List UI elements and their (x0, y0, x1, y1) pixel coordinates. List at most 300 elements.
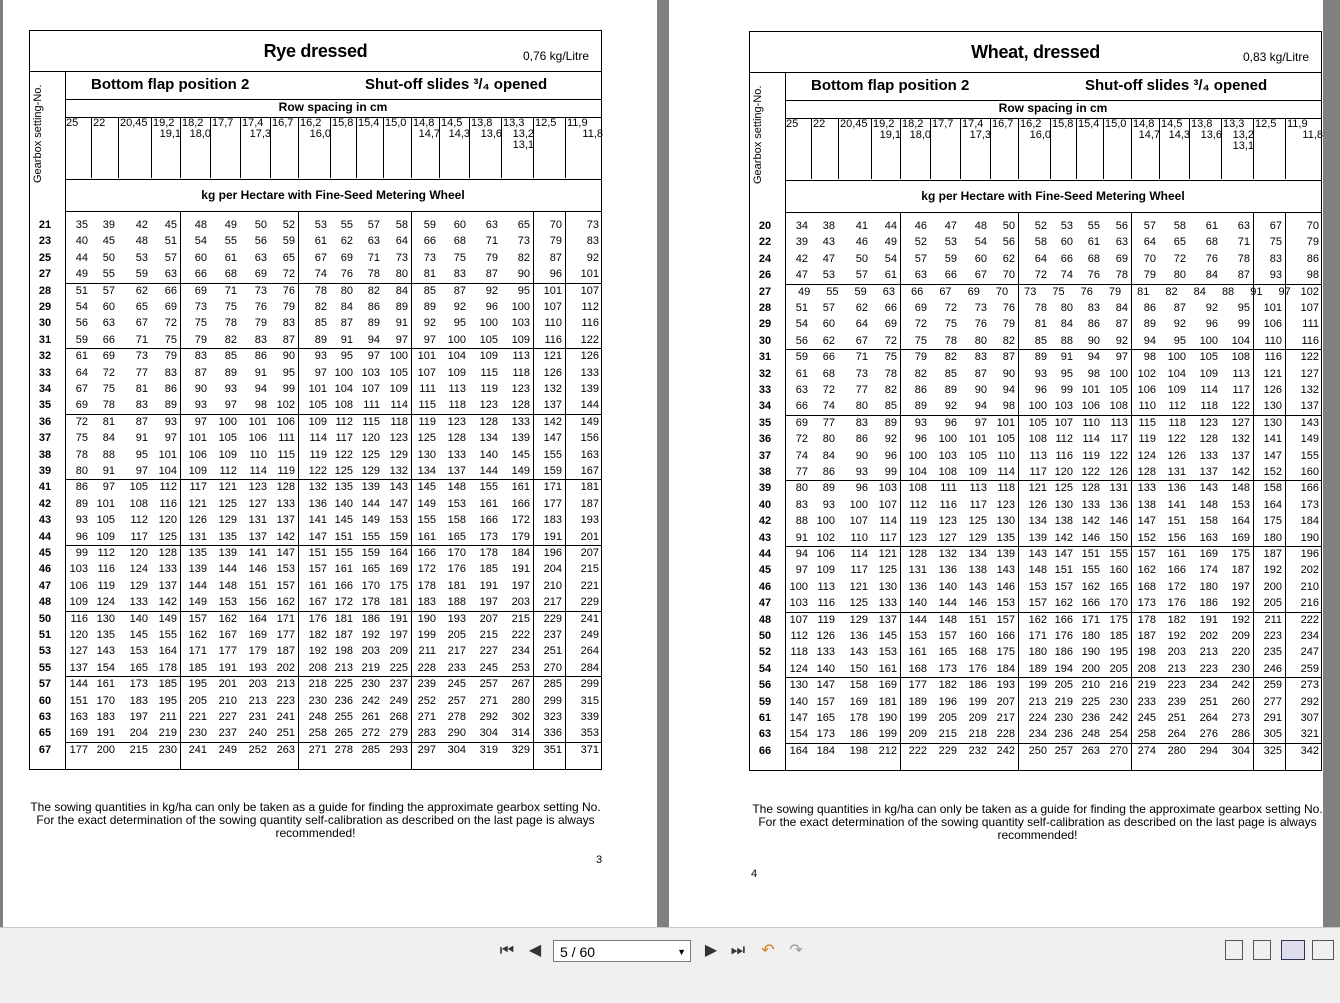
spacing-header-cell (1131, 118, 1160, 179)
table-cell: 169 (248, 629, 267, 641)
table-cell: 283 (417, 727, 436, 740)
spacing-header-cell (1253, 118, 1286, 179)
table-cell: 107 (1300, 302, 1319, 314)
gearbox-setting: 35 (38, 399, 52, 412)
table-cell: 144 (361, 497, 380, 510)
table-cell: 197 (129, 711, 148, 723)
table-cell: 245 (447, 678, 466, 691)
table-cell: 89 (164, 399, 177, 412)
table-cell: 89 (1143, 318, 1156, 331)
table-cell: 103 (69, 563, 88, 576)
table-cell: 247 (1300, 646, 1319, 659)
table-cell: 133 (816, 646, 835, 659)
table-cell: 151 (69, 694, 88, 707)
table-cell: 147 (543, 432, 562, 445)
table-cell: 130 (996, 515, 1015, 528)
table-cell: 78 (314, 284, 327, 297)
table-cell: 104 (1231, 334, 1250, 347)
spacing-value: 15,8 (1052, 118, 1074, 130)
table-cell: 183 (543, 514, 562, 527)
table-cell: 117 (1110, 433, 1128, 446)
table-cell: 110 (1138, 400, 1156, 413)
table-cell: 171 (543, 481, 562, 494)
settings-header (65, 71, 601, 100)
table-cell: 70 (1002, 269, 1015, 282)
table-cell: 63 (882, 285, 896, 298)
table-cell: 242 (1231, 679, 1250, 692)
table-cell: 60 (102, 301, 115, 313)
table-cell: 115 (1138, 416, 1156, 429)
table-cell: 131 (1109, 482, 1128, 495)
table-cell: 192 (361, 629, 380, 641)
table-cell: 277 (1263, 695, 1282, 708)
table-cell: 66 (164, 284, 177, 297)
row-spacing-label: Row spacing in cm (65, 99, 601, 118)
table-cell: 69 (254, 268, 267, 281)
table-cell: 129 (129, 579, 148, 592)
table-cell: 94 (367, 333, 380, 346)
table-cell: 291 (1263, 712, 1282, 724)
table-cell: 115 (362, 415, 380, 428)
table-row (750, 480, 1321, 496)
table-cell: 176 (1054, 630, 1073, 642)
table-cell: 91 (395, 317, 408, 330)
table-cell: 187 (1263, 548, 1282, 560)
table-cell: 159 (361, 547, 380, 559)
table-cell: 273 (1231, 712, 1250, 724)
table-row (750, 431, 1321, 447)
table-cell: 61 (314, 235, 327, 248)
spacing-header-cell (411, 117, 440, 178)
table-cell: 261 (361, 711, 380, 723)
table-cell: 53 (1060, 220, 1073, 232)
table-cell: 91 (1250, 285, 1263, 298)
table-cell: 100 (447, 333, 466, 346)
table-cell: 133 (580, 366, 599, 379)
table-cell: 280 (1167, 744, 1186, 757)
gearbox-setting: 34 (38, 383, 52, 395)
table-cell: 105 (1028, 416, 1047, 429)
table-cell: 101 (158, 448, 177, 461)
spacing-value: 16,0 (309, 128, 331, 140)
table-cell: 255 (334, 711, 353, 723)
table-cell: 123 (938, 515, 957, 528)
table-cell: 231 (248, 711, 267, 723)
table-cell: 147 (308, 530, 327, 543)
table-cell: 142 (276, 530, 295, 543)
table-cell: 68 (453, 235, 466, 248)
table-cell: 305 (1263, 728, 1282, 741)
table-cell: 241 (276, 711, 295, 723)
table-cell: 239 (1167, 695, 1186, 708)
table-cell: 166 (334, 579, 353, 592)
table-cell: 61 (1087, 236, 1100, 249)
table-cell: 116 (70, 612, 88, 625)
table-cell: 97 (367, 350, 380, 363)
table-cell: 97 (164, 432, 177, 445)
spacing-value: 12,5 (535, 117, 557, 129)
table-cell: 161 (908, 646, 927, 659)
gearbox-setting: 41 (38, 481, 52, 494)
spacing-header-cell (811, 118, 839, 179)
table-cell: 139 (361, 481, 380, 494)
table-cell: 48 (135, 235, 148, 248)
table-cell: 353 (580, 727, 599, 740)
table-cell: 187 (276, 645, 295, 658)
table-cell: 107 (849, 515, 868, 528)
spacing-header-cell (65, 117, 91, 178)
gearbox-setting: 46 (38, 563, 52, 576)
two-page-view-icon[interactable] (1281, 940, 1305, 960)
gearbox-header (30, 71, 66, 211)
table-cell: 104 (908, 466, 927, 478)
table-cell: 323 (543, 711, 562, 723)
table-cell: 61 (224, 251, 237, 264)
table-row (30, 578, 601, 594)
table-cell: 171 (1081, 613, 1100, 626)
page-number: 3 (596, 854, 603, 866)
table-cell: 143 (1028, 548, 1047, 560)
last-page-icon[interactable]: ⏭ (730, 942, 746, 959)
table-cell: 169 (1199, 548, 1218, 560)
table-cell: 105 (968, 449, 987, 462)
gearbox-label: Gearbox setting-No. (752, 85, 764, 184)
spacing-header-cell (180, 117, 211, 178)
table-cell: 112 (790, 630, 808, 642)
table-cell: 133 (1199, 449, 1218, 462)
table-cell: 211 (418, 645, 436, 658)
table-cell: 82 (884, 384, 897, 396)
table-cell: 118 (1200, 400, 1218, 413)
table-cell: 263 (1081, 744, 1100, 757)
table-cell: 106 (188, 448, 207, 461)
table-cell: 146 (996, 580, 1015, 593)
table-cell: 34 (795, 220, 808, 232)
table-cell: 103 (878, 482, 897, 495)
table-cell: 163 (1199, 531, 1218, 544)
table-cell: 181 (580, 481, 599, 494)
table-cell: 118 (790, 646, 808, 659)
table-cell: 126 (188, 514, 207, 527)
table-cell: 84 (1115, 302, 1128, 314)
table-cell: 246 (1263, 662, 1282, 675)
table-cell: 169 (1231, 531, 1250, 544)
table-cell: 92 (423, 317, 436, 330)
table-cell: 51 (795, 302, 808, 314)
table-cell: 254 (1109, 728, 1128, 741)
table-cell: 68 (822, 367, 835, 380)
gearbox-setting: 30 (758, 334, 772, 347)
table-cell: 87 (194, 366, 207, 379)
table-cell: 171 (188, 645, 207, 658)
table-cell: 60 (1060, 236, 1073, 249)
table-cell: 125 (849, 597, 868, 610)
table-cell: 133 (158, 563, 177, 576)
table-cell: 78 (102, 399, 115, 412)
table-cell: 73 (586, 219, 599, 231)
table-row (30, 693, 601, 709)
table-row (750, 464, 1321, 480)
table-cell: 190 (878, 712, 897, 724)
table-cell: 205 (188, 694, 207, 707)
table-cell: 191 (543, 530, 562, 543)
table-cell: 102 (816, 531, 835, 544)
table-cell: 72 (282, 268, 295, 281)
table-cell: 92 (485, 284, 498, 297)
first-page-icon[interactable]: ⏮ (499, 942, 515, 959)
table-cell: 242 (1109, 712, 1128, 724)
table-cell: 113 (448, 383, 466, 395)
table-cell: 101 (1263, 302, 1282, 314)
table-cell: 119 (1082, 449, 1100, 462)
table-cell: 64 (1034, 252, 1047, 265)
table-cell: 84 (340, 301, 353, 313)
table-cell: 112 (159, 481, 177, 494)
table-cell: 96 (1205, 318, 1218, 331)
table-cell: 134 (479, 432, 498, 445)
table-cell: 76 (1087, 269, 1100, 282)
table-cell: 116 (581, 317, 599, 330)
table-cell: 73 (974, 302, 987, 314)
table-cell: 213 (276, 678, 295, 691)
gearbox-setting: 45 (758, 564, 772, 577)
table-cell: 299 (580, 678, 599, 691)
spacing-header-cell (356, 117, 384, 178)
table-cell: 76 (974, 318, 987, 331)
table-cell: 143 (96, 645, 115, 658)
table-cell: 109 (479, 350, 498, 363)
table-cell: 100 (789, 580, 808, 593)
next-page-icon[interactable]: ▶ (704, 942, 718, 959)
table-cell: 71 (135, 333, 148, 346)
table-cell: 98 (1306, 269, 1319, 282)
table-cell: 124 (96, 596, 115, 609)
table-cell: 125 (1054, 482, 1073, 495)
table-cell: 89 (75, 497, 88, 510)
table-cell: 93 (1034, 367, 1047, 380)
table-cell: 221 (580, 579, 599, 592)
table-cell: 105 (1199, 351, 1218, 364)
table-cell: 74 (795, 449, 808, 462)
table-cell: 190 (1081, 646, 1100, 659)
table-row (750, 661, 1321, 677)
table-cell: 100 (389, 350, 408, 363)
table-cell: 47 (822, 252, 835, 265)
table-cell: 69 (1115, 252, 1128, 265)
table-cell: 173 (479, 530, 498, 543)
table-cell: 103 (938, 449, 957, 462)
table-cell: 105 (996, 433, 1015, 446)
table-cell: 81 (423, 268, 436, 281)
table-cell: 242 (996, 744, 1015, 757)
table-cell: 130 (1054, 498, 1073, 511)
table-cell: 101 (996, 416, 1015, 429)
gearbox-setting: 33 (758, 384, 772, 396)
table-cell: 113 (1029, 449, 1047, 462)
table-cell: 273 (1300, 679, 1319, 692)
table-cell: 122 (580, 333, 599, 346)
table-cell: 166 (1054, 613, 1073, 626)
single-page-view-icon[interactable] (1225, 940, 1243, 960)
table-body (750, 212, 1321, 770)
table-cell: 112 (130, 514, 148, 527)
table-cell: 325 (1263, 744, 1282, 757)
table-cell: 187 (1137, 630, 1156, 642)
table-cell: 108 (129, 497, 148, 510)
table-cell: 157 (276, 579, 295, 592)
table-cell: 193 (248, 661, 267, 674)
table-row (30, 529, 601, 545)
gearbox-setting: 23 (38, 235, 52, 248)
table-cell: 120 (1054, 466, 1073, 478)
table-cell: 58 (395, 219, 408, 231)
settings-header (785, 72, 1321, 101)
table-cell: 88 (102, 448, 115, 461)
kg-label: kg per Hectare with Fine-Seed Metering Wheel (65, 179, 601, 212)
table-cell: 100 (1199, 334, 1218, 347)
gearbox-setting: 35 (758, 416, 772, 429)
table-row (750, 546, 1321, 562)
table-cell: 75 (224, 301, 237, 313)
gearbox-setting: 52 (758, 646, 772, 659)
table-cell: 168 (908, 662, 927, 675)
table-cell: 88 (1060, 334, 1073, 347)
table-cell: 205 (1263, 597, 1282, 610)
previous-page-icon[interactable]: ◀ (528, 942, 542, 959)
table-cell: 132 (938, 548, 957, 560)
continuous-view-icon[interactable] (1253, 940, 1271, 960)
spacing-value: 17,4 (242, 117, 264, 129)
footnote: The sowing quantities in kg/ha can only be taken as a guide for finding the approximate gearbox setting No. For the exact determination of the sowing quantity self-calibration as described on the last page is always recommended! (30, 800, 601, 840)
table-cell: 53 (944, 236, 957, 249)
table-cell: 109 (447, 366, 466, 379)
table-cell: 87 (549, 251, 562, 264)
table-cell: 178 (849, 712, 868, 724)
table-cell: 165 (447, 530, 466, 543)
table-cell: 89 (395, 301, 408, 313)
table-cell: 125 (878, 564, 897, 577)
table-cell: 121 (878, 548, 897, 560)
table-cell: 89 (884, 416, 897, 429)
table-cell: 173 (938, 662, 957, 675)
table-cell: 96 (855, 482, 868, 495)
table-cell: 141 (1263, 433, 1282, 446)
spacing-header-cell (990, 118, 1019, 179)
table-cell: 140 (938, 580, 957, 593)
table-cell: 79 (164, 350, 177, 363)
table-cell: 158 (849, 679, 868, 692)
spacing-value: 13,6 (480, 128, 502, 140)
table-cell: 116 (817, 597, 835, 610)
table-cell: 304 (447, 743, 466, 756)
table-cell: 166 (996, 630, 1015, 642)
table-cell: 86 (914, 384, 927, 396)
table-cell: 284 (580, 661, 599, 674)
table-cell: 92 (884, 433, 897, 446)
table-cell: 66 (944, 269, 957, 282)
table-cell: 96 (485, 301, 498, 313)
table-cell: 241 (188, 743, 207, 756)
table-cell: 149 (417, 497, 436, 510)
table-cell: 153 (1028, 580, 1047, 593)
two-page-continuous-view-icon[interactable] (1312, 940, 1334, 960)
table-row (750, 300, 1321, 316)
page-number-input[interactable] (553, 940, 691, 962)
spacing-header-cell (1076, 118, 1104, 179)
table-cell: 92 (586, 251, 599, 264)
table-cell: 63 (795, 384, 808, 396)
table-cell: 315 (580, 694, 599, 707)
table-cell: 79 (254, 317, 267, 330)
next-view-icon[interactable]: ↷ (789, 942, 803, 959)
gearbox-setting: 39 (38, 465, 52, 477)
table-cell: 161 (511, 481, 530, 494)
gearbox-setting: 48 (758, 613, 772, 626)
spacing-value: 18,0 (909, 129, 931, 141)
table-cell: 95 (1237, 302, 1250, 314)
table-cell: 163 (580, 448, 599, 461)
table-cell: 135 (188, 547, 207, 559)
table-cell: 106 (1081, 400, 1100, 413)
gearbox-setting: 40 (758, 498, 772, 511)
table-cell: 50 (855, 252, 868, 265)
table-row (30, 627, 601, 643)
table-cell: 213 (1028, 695, 1047, 708)
gearbox-setting: 44 (758, 548, 772, 560)
table-cell: 91 (340, 333, 353, 346)
table-cell: 172 (417, 563, 436, 576)
table-cell: 105 (129, 481, 148, 494)
gearbox-setting: 43 (38, 514, 52, 527)
previous-view-icon[interactable]: ↶ (761, 942, 775, 959)
table-cell: 45 (164, 219, 177, 231)
table-cell: 152 (1263, 466, 1282, 478)
table-cell: 142 (1081, 515, 1100, 528)
table-cell: 86 (164, 383, 177, 395)
table-cell: 181 (878, 695, 897, 708)
table-cell: 157 (1028, 597, 1047, 610)
table-cell: 201 (580, 530, 599, 543)
table-row (750, 251, 1321, 267)
table-row (30, 463, 601, 479)
table-row (30, 496, 601, 512)
gearbox-setting: 36 (758, 433, 772, 446)
chevron-down-icon[interactable]: ▼ (677, 947, 686, 957)
table-cell: 149 (188, 596, 207, 609)
table-cell: 155 (479, 481, 498, 494)
table-cell: 100 (938, 433, 957, 446)
gearbox-setting: 54 (758, 662, 772, 675)
table-cell: 155 (158, 629, 177, 641)
table-cell: 307 (1300, 712, 1319, 724)
table-cell: 76 (282, 284, 295, 297)
table-row (750, 284, 1321, 300)
table-cell: 351 (543, 743, 562, 756)
table-cell: 85 (884, 400, 897, 413)
table-cell: 89 (914, 400, 927, 413)
spacing-value: 16,7 (992, 118, 1014, 130)
table-cell: 271 (308, 743, 327, 756)
gearbox-setting: 42 (758, 515, 772, 528)
table-cell: 39 (102, 219, 115, 231)
table-cell: 210 (218, 694, 237, 707)
table-row (750, 595, 1321, 611)
table-cell: 89 (1034, 351, 1047, 364)
table-cell: 59 (282, 235, 295, 248)
table-cell: 187 (1231, 564, 1250, 577)
table-cell: 121 (218, 481, 237, 494)
table-row (30, 266, 601, 282)
